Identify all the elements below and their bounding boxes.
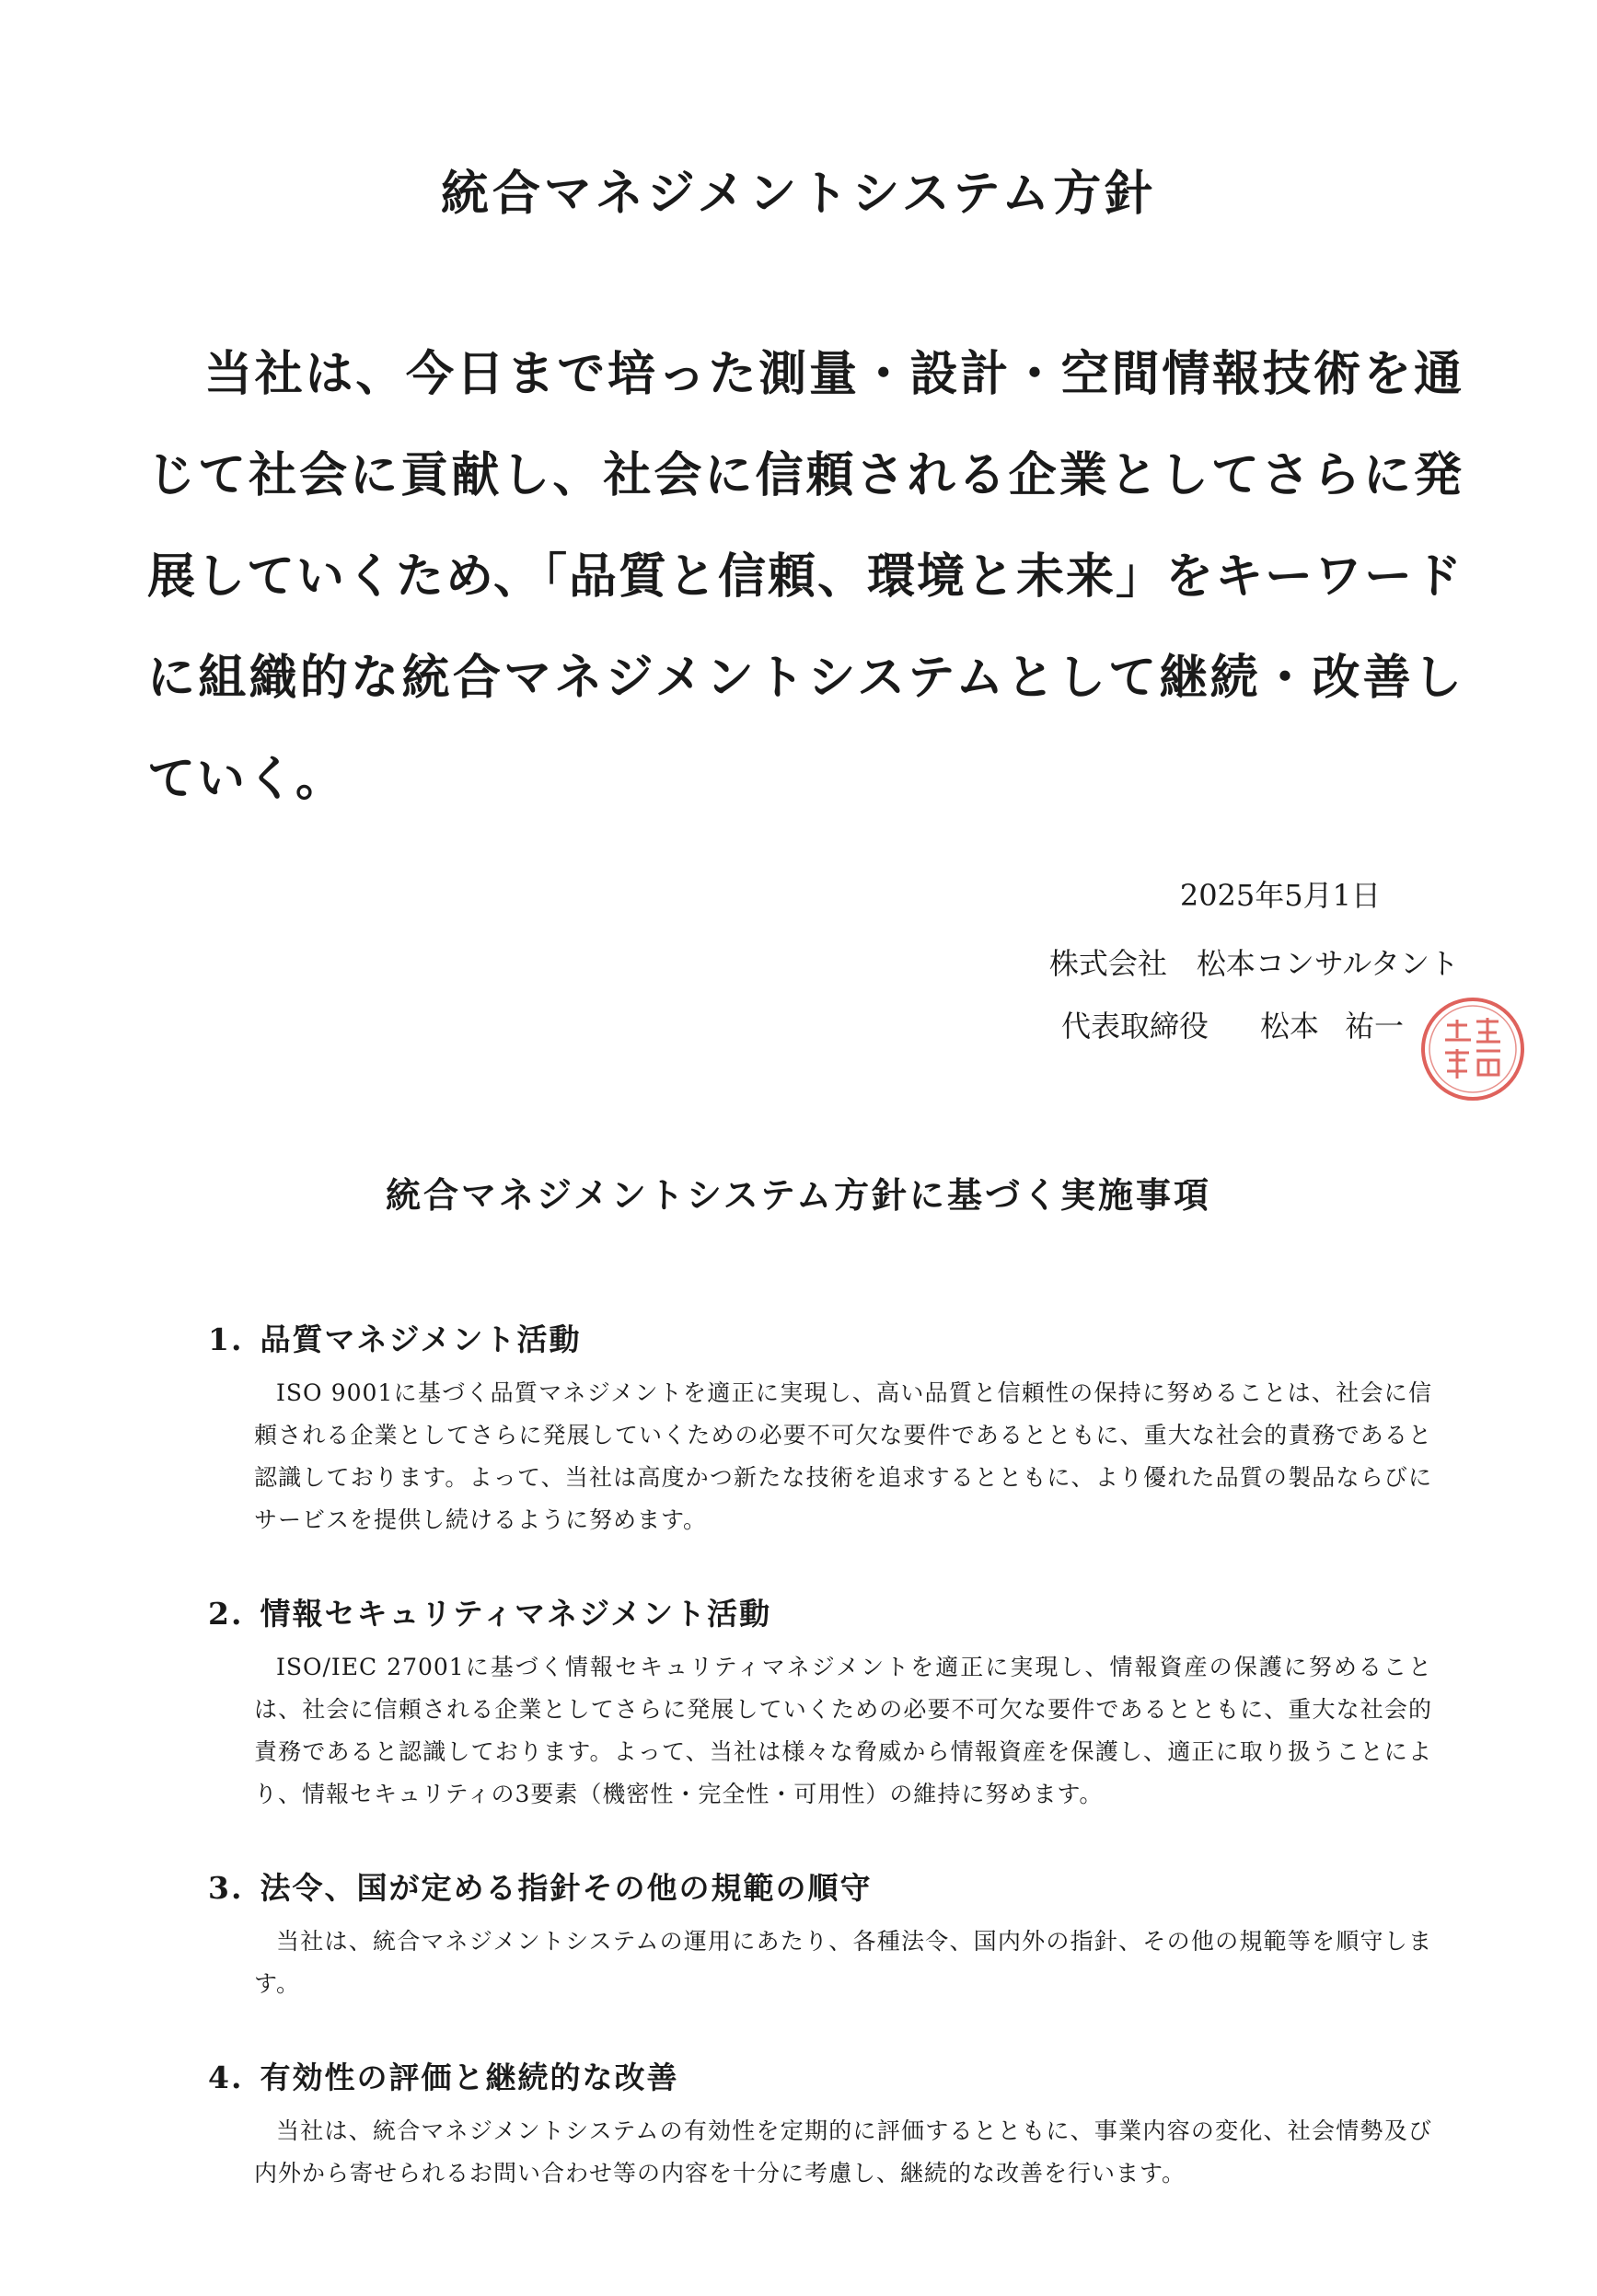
section-compliance bbox=[208, 1864, 1432, 2005]
section-body: 当社は、統合マネジメントシステムの運用にあたり、各種法令、国内外の指針、その他の規範等を順守します。 bbox=[254, 1928, 1432, 1997]
section-title: 情報セキュリティマネジメント活動 bbox=[260, 1596, 772, 1632]
section-body: ISO/IEC 27001に基づく情報セキュリティマネジメントを適正に実現し、情報資産の保護に努めることは、社会に信頼される企業としてさらに発展していくための必要不可欠な要件であるとともに、重大な社会的責務であると認識しております。よって、当社は様々な脅威から情報資産を保護し、適正に取り扱うことにより、情報セキュリティの3要素（機密性・完全性・可用性）の維持に努めます。 bbox=[254, 1654, 1432, 1807]
issue-date: 2025年5月1日 bbox=[1179, 878, 1381, 913]
section-number: 1. bbox=[208, 1321, 244, 1357]
section-title: 品質マネジメント活動 bbox=[260, 1321, 582, 1357]
document-title: 統合マネジメントシステム方針 bbox=[440, 166, 1157, 222]
representative bbox=[1061, 1003, 1404, 1045]
representative-given-name: 祐一 bbox=[1344, 1009, 1404, 1044]
section-heading bbox=[208, 1590, 1432, 1633]
section-number: 3. bbox=[208, 1870, 244, 1906]
section-title: 有効性の評価と継続的な改善 bbox=[260, 2059, 679, 2095]
representative-title: 代表取締役 bbox=[1060, 1009, 1209, 1044]
section-body: ISO 9001に基づく品質マネジメントを適正に実現し、高い品質と信頼性の保持に努めることは、社会に信頼される企業としてさらに発展していくための必要不可欠な要件であるとともに、重大な社会的責務であると認識しております。よって、当社は高度かつ新たな技術を追求するとともに、より優れた品質の製品ならびにサービスを提供し続けるように努めます。 bbox=[254, 1379, 1432, 1533]
policy-statement: 当社は、今日まで培った測量・設計・空間情報技術を通じて社会に貢献し、社会に信頼される企業としてさらに発展していくため、「品質と信頼、環境と未来」をキーワードに組織的な統合マネジメントシステムとして継続・改善していく。 bbox=[147, 346, 1464, 807]
section-title: 法令、国が定める指針その他の規範の順守 bbox=[260, 1870, 873, 1906]
section-heading bbox=[208, 1864, 1432, 1908]
company-seal-icon bbox=[1418, 994, 1528, 1104]
section-heading bbox=[208, 1316, 1432, 1359]
representative-surname: 松本 bbox=[1259, 1009, 1319, 1044]
section-heading bbox=[208, 2054, 1432, 2097]
section-number: 4. bbox=[208, 2059, 244, 2095]
section-improvement bbox=[208, 2054, 1432, 2195]
section-quality bbox=[208, 1316, 1432, 1541]
company-name: 株式会社 松本コンサルタント bbox=[1048, 946, 1459, 981]
section-information-security bbox=[208, 1590, 1432, 1816]
section-number: 2. bbox=[208, 1596, 244, 1632]
section-body: 当社は、統合マネジメントシステムの有効性を定期的に評価するとともに、事業内容の変化、社会情勢及び内外から寄せられるお問い合わせ等の内容を十分に考慮し、継続的な改善を行います。 bbox=[254, 2117, 1432, 2186]
implementation-subtitle: 統合マネジメントシステム方針に基づく実施事項 bbox=[385, 1174, 1212, 1216]
